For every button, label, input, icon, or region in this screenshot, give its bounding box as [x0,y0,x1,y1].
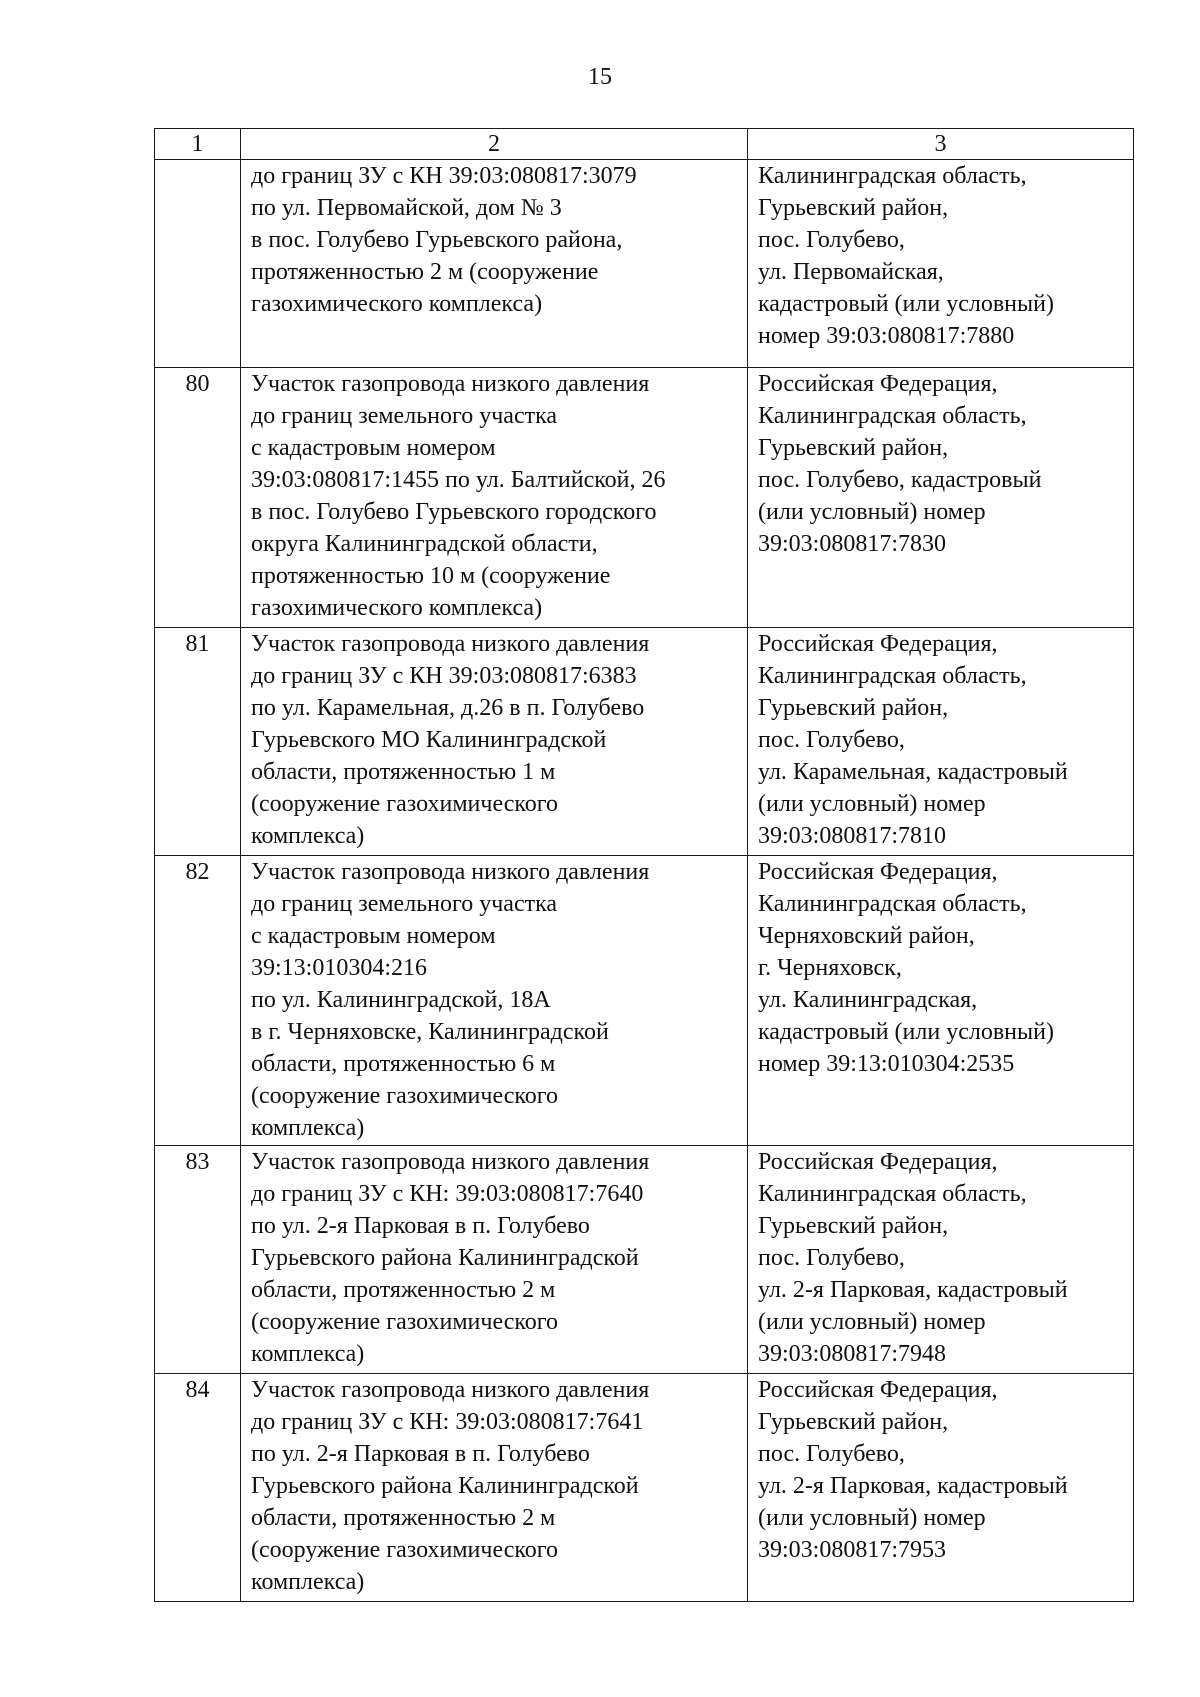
row-number: 80 [155,368,241,628]
row-number: 83 [155,1146,241,1374]
column-header-description: 2 [241,129,748,160]
column-header-number: 1 [155,129,241,160]
row-address: Российская Федерация, Калининградская область, Гурьевский район, пос. Голубево, ул. 2-я Парковая, кадастровый (или условный) номер 39:03:080817:7948 [748,1146,1134,1374]
table-header-row [155,129,1134,160]
row-address: Российская Федерация, Калининградская область, Гурьевский район, пос. Голубево, кадастровый (или условный) номер 39:03:080817:7830 [748,368,1134,628]
table-row [155,368,1134,628]
page-number: 15 [588,64,612,90]
row-number: 81 [155,628,241,856]
row-description: Участок газопровода низкого давления до границ ЗУ с КН: 39:03:080817:7641 по ул. 2-я Парковая в п. Голубево Гурьевского района Калининградской области, протяженностью 2 м (сооружение газохимического комплекса) [241,1374,748,1602]
row-address: Российская Федерация, Калининградская область, Черняховский район, г. Черняховск, ул. Калининградская, кадастровый (или условный) номер 39:13:010304:2535 [748,856,1134,1146]
table-row [155,628,1134,856]
table-row [155,1374,1134,1602]
row-description: до границ ЗУ с КН 39:03:080817:3079 по ул. Первомайской, дом № 3 в пос. Голубево Гурьевского района, протяженностью 2 м (сооружение газохимического комплекса) [241,160,748,368]
table-row [155,160,1134,368]
row-address: Российская Федерация, Гурьевский район, пос. Голубево, ул. 2-я Парковая, кадастровый (или условный) номер 39:03:080817:7953 [748,1374,1134,1602]
row-description: Участок газопровода низкого давления до границ земельного участка с кадастровым номером 39:03:080817:1455 по ул. Балтийской, 26 в пос. Голубево Гурьевского городского округа Калининградской области, протяженностью 10 м (сооружение газохимического комплекса) [241,368,748,628]
row-number [155,160,241,368]
column-header-address: 3 [748,129,1134,160]
table-row [155,1146,1134,1374]
row-description: Участок газопровода низкого давления до границ ЗУ с КН 39:03:080817:6383 по ул. Карамельная, д.26 в п. Голубево Гурьевского МО Калининградской области, протяженностью 1 м (сооружение газохимического комплекса) [241,628,748,856]
row-description: Участок газопровода низкого давления до границ ЗУ с КН: 39:03:080817:7640 по ул. 2-я Парковая в п. Голубево Гурьевского района Калининградской области, протяженностью 2 м (сооружение газохимического комплекса) [241,1146,748,1374]
row-number: 84 [155,1374,241,1602]
row-address: Российская Федерация, Калининградская область, Гурьевский район, пос. Голубево, ул. Карамельная, кадастровый (или условный) номер 39:03:080817:7810 [748,628,1134,856]
row-number: 82 [155,856,241,1146]
table-row [155,856,1134,1146]
row-address: Калининградская область, Гурьевский район, пос. Голубево, ул. Первомайская, кадастровый (или условный) номер 39:03:080817:7880 [748,160,1134,368]
row-description: Участок газопровода низкого давления до границ земельного участка с кадастровым номером 39:13:010304:216 по ул. Калининградской, 18А в г. Черняховске, Калининградской области, протяженностью 6 м (сооружение газохимического комплекса) [241,856,748,1146]
registry-table [154,128,1134,1602]
